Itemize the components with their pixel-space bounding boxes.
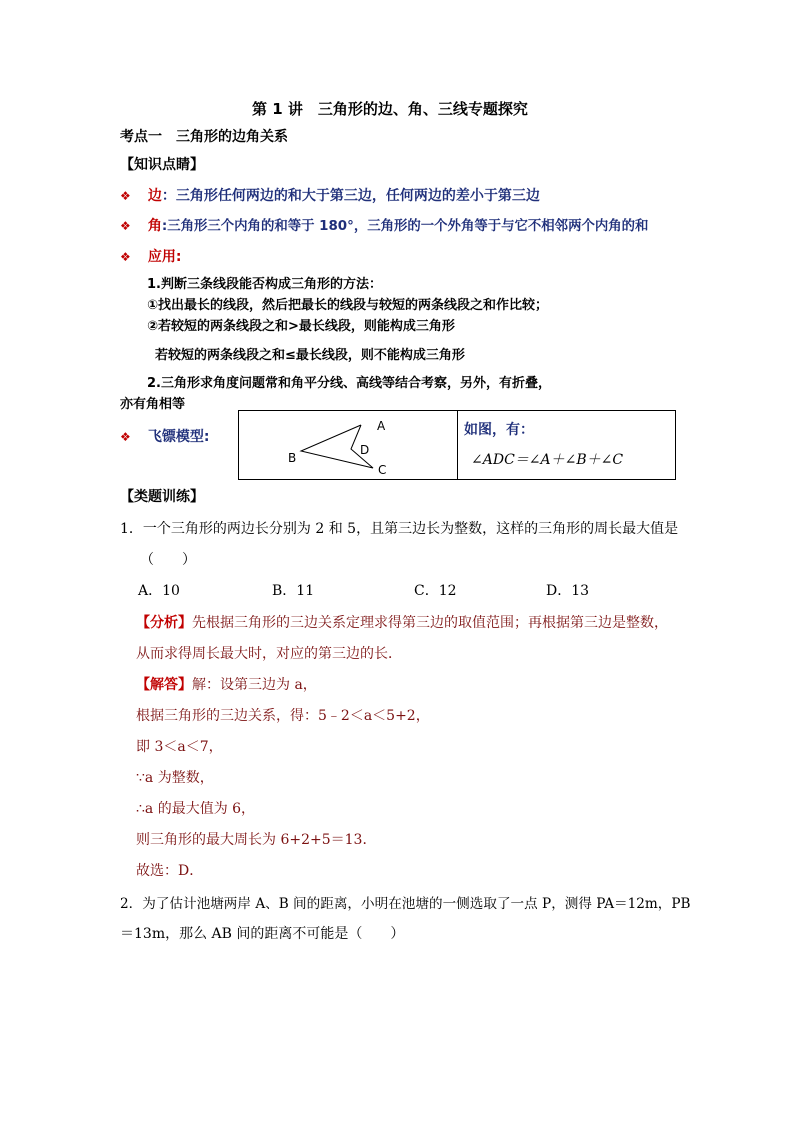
q1-stem-line-1: 1．一个三角形的两边长分别为 2 和 5，且第三边长为整数，这样的三角形的周长最大值是 — [120, 521, 679, 537]
q1-solution-step-5: 则三角形的最大周长为 6+2+5＝13． — [136, 832, 377, 848]
q2-stem-line-2: ＝13m，那么 AB 间的距离不可能是（ ） — [120, 926, 405, 942]
q1-solution-step-3: ∵a 为整数， — [136, 770, 214, 786]
q1-option-d: D．13 — [546, 583, 590, 599]
bullet-app-key: 应用 — [147, 249, 176, 265]
q1-analysis-line-2: 从而求得周长最大时，对应的第三边的长． — [136, 646, 402, 662]
q1-option-a: A．10 — [138, 583, 180, 599]
bullet-side — [120, 185, 540, 205]
diamond-bullet-icon: ❖ — [120, 430, 131, 444]
table-divider — [457, 411, 458, 479]
section-heading: 考点一 三角形的边角关系 — [120, 129, 288, 145]
diamond-bullet-icon: ❖ — [120, 189, 131, 203]
bullet-app-text: : — [175, 249, 182, 265]
page-title: 第 1 讲 三角形的边、角、三线专题探究 — [252, 100, 528, 118]
bullet-angle-text: :三角形三个内角的和等于 180°，三角形的一个外角等于与它不相邻两个内角的和 — [161, 219, 649, 234]
app-line-6: 亦有角相等 — [120, 397, 186, 412]
diamond-bullet-icon: ❖ — [120, 219, 131, 233]
bullet-application — [120, 246, 181, 266]
diamond-bullet-icon: ❖ — [120, 250, 131, 264]
analysis-text: 先根据三角形的三边关系定理求得第三边的取值范围；再根据第三边是整数， — [192, 615, 668, 631]
point-b-label: B — [288, 451, 297, 465]
app-line-3: ②若较短的两条线段之和>最长线段，则能构成三角形 — [147, 319, 455, 334]
analysis-tag: 【分析】 — [136, 615, 192, 631]
app-line-5: 2.三角形求角度问题常和角平分线、高线等结合考察，另外，有折叠， — [147, 376, 551, 391]
app-line-2: ①找出最长的线段，然后把最长的线段与较短的两条线段之和作比较； — [147, 298, 549, 313]
knowledge-header: 【知识点睛】 — [120, 157, 204, 173]
q1-answer-line — [136, 674, 317, 694]
bullet-angle — [120, 215, 648, 235]
model-formula: ∠ADC＝∠A＋∠B＋∠C — [471, 452, 624, 468]
q1-stem-line-2: （ ） — [140, 552, 196, 568]
app-line-1: 1.判断三条线段能否构成三角形的方法： — [147, 277, 382, 292]
q1-option-b: B．11 — [272, 583, 315, 599]
dart-model-label — [120, 426, 209, 446]
bullet-side-text: ：三角形任何两边的和大于第三边，任何两边的差小于第三边 — [161, 188, 540, 204]
q1-option-c: C．12 — [414, 583, 457, 599]
q1-solution-step-2: 即 3＜a＜7， — [136, 739, 223, 755]
q1-analysis-line-1 — [136, 612, 668, 632]
bullet-side-key: 边 — [147, 188, 162, 204]
model-right-title: 如图，有： — [464, 422, 534, 438]
answer-tag: 【解答】 — [136, 677, 192, 693]
app-line-4: 若较短的两条线段之和≤最长线段，则不能构成三角形 — [155, 348, 465, 363]
point-c-label: C — [378, 463, 387, 477]
q1-solution-step-1: 根据三角形的三边关系，得：5﹣2＜a＜5+2， — [136, 708, 430, 724]
answer-text: 解：设第三边为 a， — [192, 677, 317, 693]
dart-diagram — [239, 411, 457, 479]
q2-stem-line-1: 2．为了估计池塘两岸 A、B 间的距离，小明在池塘的一侧选取了一点 P，测得 PA＝12m，PB — [120, 896, 691, 912]
q1-solution-step-6: 故选：D． — [136, 863, 204, 879]
dart-model-table — [238, 410, 676, 480]
practice-header: 【类题训练】 — [120, 489, 204, 505]
point-d-label: D — [360, 443, 370, 457]
dart-model-label-text: 飞镖模型: — [147, 429, 210, 445]
bullet-angle-key: 角 — [147, 218, 162, 234]
point-a-label: A — [377, 419, 386, 433]
q1-solution-step-4: ∴a 的最大值为 6， — [136, 801, 256, 817]
